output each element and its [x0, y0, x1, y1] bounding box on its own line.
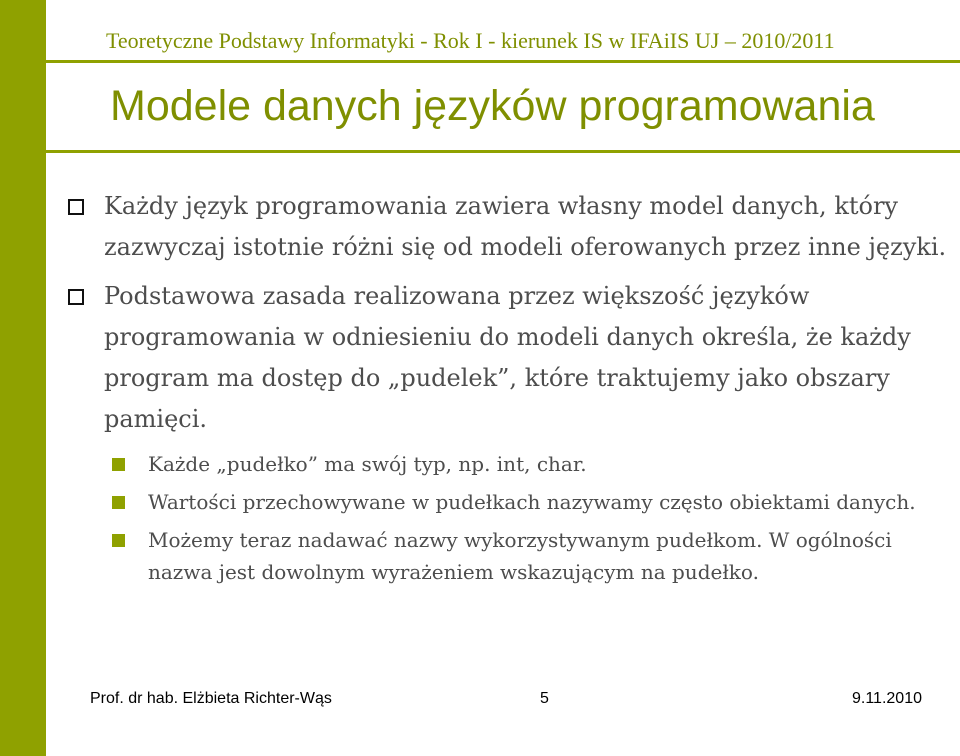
sub-bullet-item — [112, 448, 950, 480]
left-accent-bar — [0, 0, 46, 756]
title-divider — [46, 150, 960, 153]
filled-square-bullet-icon — [112, 534, 125, 547]
bullet-text: Każdy język programowania zawiera własny model danych, który zazwyczaj istotnie różni się od modeli oferowanych przez inne języki. — [104, 192, 947, 261]
bullet-text: Podstawowa zasada realizowana przez większość języków programowania w odniesieniu do modeli danych określa, że każdy program ma dostęp do „pudelek”, które traktujemy jako obszary pamięci. — [104, 282, 911, 433]
filled-square-bullet-icon — [112, 496, 125, 509]
bullet-item — [68, 186, 950, 268]
square-bullet-icon — [68, 199, 84, 215]
square-bullet-icon — [68, 289, 84, 305]
slide-content — [68, 186, 950, 594]
sub-bullet-text: Każde „pudełko” ma swój typ, np. int, char. — [148, 452, 587, 476]
filled-square-bullet-icon — [112, 458, 125, 471]
footer-page-number: 5 — [540, 690, 549, 707]
sub-bullet-text: Możemy teraz nadawać nazwy wykorzystywanym pudełkom. W ogólności nazwa jest dowolnym wyrażeniem wskazującym na pudełko. — [148, 528, 892, 584]
footer-author: Prof. dr hab. Elżbieta Richter-Wąs — [90, 690, 332, 707]
sub-bullet-item — [112, 486, 950, 518]
bullet-item — [68, 276, 950, 440]
footer-date: 9.11.2010 — [852, 690, 922, 707]
slide-title: Modele danych języków programowania — [110, 82, 875, 130]
sub-bullet-item — [112, 524, 950, 588]
sub-bullet-text: Wartości przechowywane w pudełkach nazywamy często obiektami danych. — [148, 490, 916, 514]
header-divider — [46, 60, 960, 63]
slide-header: Teoretyczne Podstawy Informatyki - Rok I - kierunek IS w IFAiIS UJ – 2010/2011 — [106, 28, 835, 53]
